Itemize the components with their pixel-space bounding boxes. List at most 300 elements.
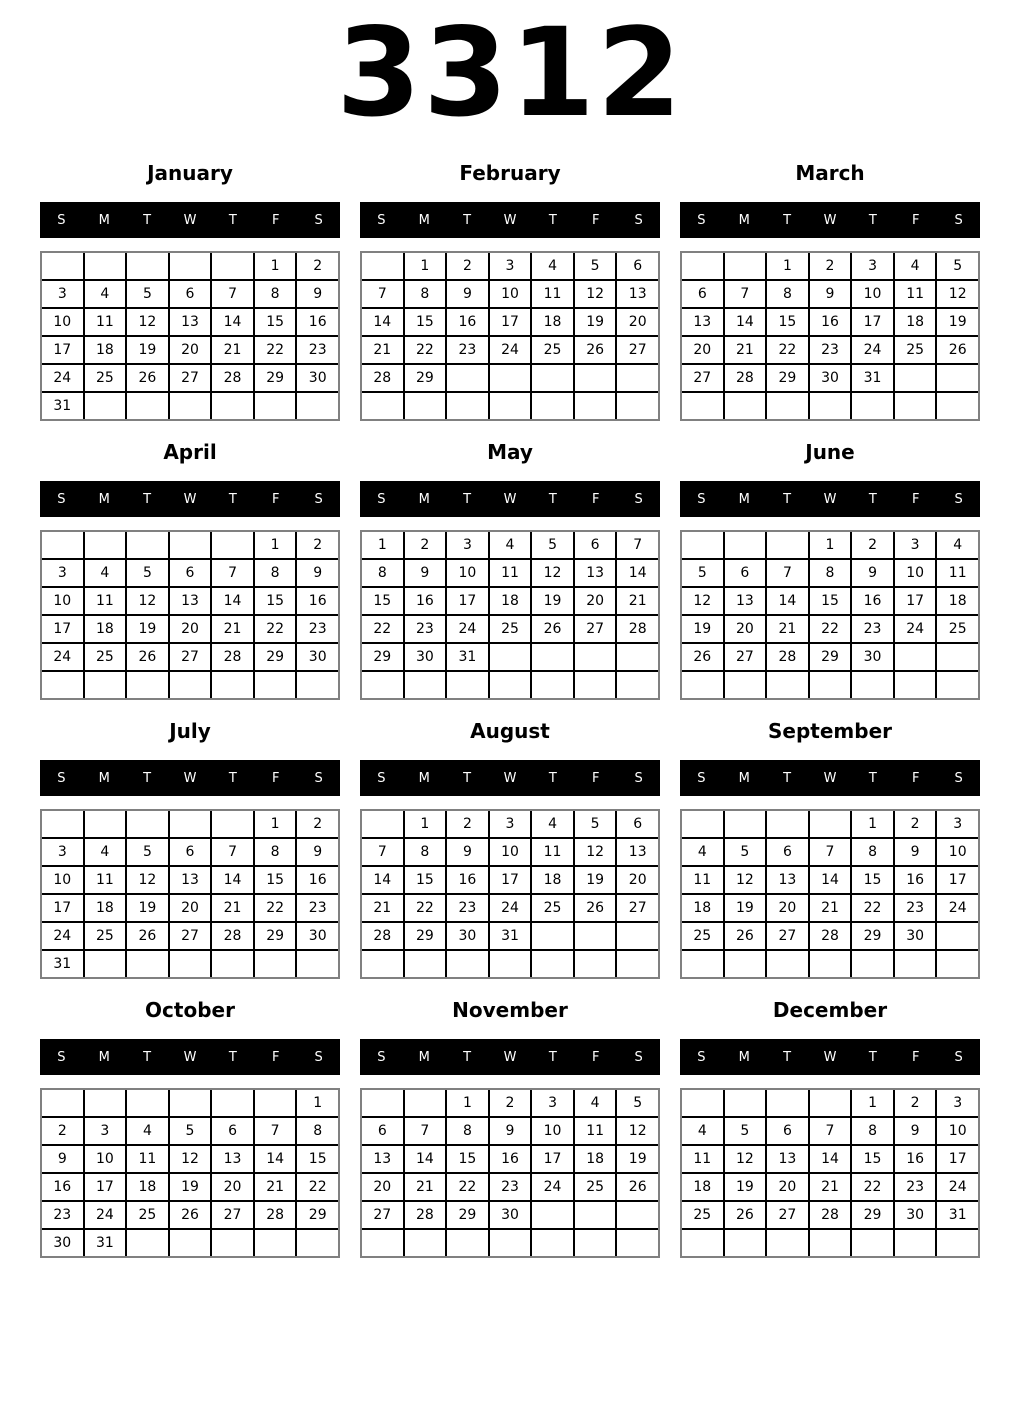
empty-day-cell xyxy=(725,253,766,279)
weekday-label: T xyxy=(228,212,237,228)
weekday-label: S xyxy=(697,1049,706,1065)
day-cell: 11 xyxy=(682,867,723,893)
day-cell: 9 xyxy=(490,1118,531,1144)
day-cell: 7 xyxy=(212,839,253,865)
weekday-label: T xyxy=(868,1049,877,1065)
day-cell: 9 xyxy=(447,839,488,865)
empty-day-cell xyxy=(575,1202,616,1228)
weekday-label: S xyxy=(954,212,963,228)
month-title: May xyxy=(487,440,533,464)
day-cell: 9 xyxy=(447,281,488,307)
day-cell: 11 xyxy=(85,867,126,893)
day-cell: 27 xyxy=(362,1202,403,1228)
day-grid xyxy=(360,1088,660,1258)
empty-day-cell xyxy=(362,672,403,698)
day-cell: 27 xyxy=(725,644,766,670)
day-cell: 1 xyxy=(255,253,296,279)
weekday-label: M xyxy=(738,1049,750,1065)
empty-day-cell xyxy=(212,532,253,558)
day-cell: 31 xyxy=(852,365,893,391)
day-cell: 1 xyxy=(362,532,403,558)
weekday-label: W xyxy=(183,491,197,507)
empty-day-cell xyxy=(85,393,126,419)
empty-day-cell xyxy=(212,393,253,419)
empty-day-cell xyxy=(767,672,808,698)
day-cell: 15 xyxy=(447,1146,488,1172)
weekday-label: T xyxy=(143,1049,152,1065)
day-cell: 9 xyxy=(895,1118,936,1144)
empty-day-cell xyxy=(170,951,211,977)
day-cell: 28 xyxy=(617,616,658,642)
day-cell: 8 xyxy=(767,281,808,307)
empty-day-cell xyxy=(895,672,936,698)
empty-day-cell xyxy=(767,951,808,977)
weekday-header xyxy=(360,760,660,796)
day-cell: 15 xyxy=(255,588,296,614)
day-cell: 20 xyxy=(767,895,808,921)
empty-day-cell xyxy=(85,811,126,837)
month-block xyxy=(360,156,660,421)
empty-day-cell xyxy=(362,1230,403,1256)
day-cell: 4 xyxy=(85,560,126,586)
weekday-label: T xyxy=(228,491,237,507)
weekday-label: W xyxy=(823,212,837,228)
empty-day-cell xyxy=(682,951,723,977)
day-cell: 3 xyxy=(42,560,83,586)
day-cell: 8 xyxy=(255,839,296,865)
day-cell: 21 xyxy=(212,616,253,642)
empty-day-cell xyxy=(617,672,658,698)
day-cell: 17 xyxy=(42,337,83,363)
empty-day-cell xyxy=(532,644,573,670)
weekday-label: M xyxy=(98,770,110,786)
weekday-label: F xyxy=(591,212,600,228)
weekday-label: T xyxy=(548,491,557,507)
weekday-label: M xyxy=(738,212,750,228)
empty-day-cell xyxy=(490,365,531,391)
weekday-label: M xyxy=(418,1049,430,1065)
day-cell: 23 xyxy=(852,616,893,642)
empty-day-cell xyxy=(127,951,168,977)
day-cell: 10 xyxy=(85,1146,126,1172)
month-block xyxy=(40,156,340,421)
day-cell: 1 xyxy=(405,811,446,837)
day-cell: 13 xyxy=(212,1146,253,1172)
day-cell: 5 xyxy=(532,532,573,558)
empty-day-cell xyxy=(85,672,126,698)
weekday-label: T xyxy=(143,770,152,786)
empty-day-cell xyxy=(810,811,851,837)
day-cell: 16 xyxy=(447,309,488,335)
empty-day-cell xyxy=(170,532,211,558)
day-cell: 26 xyxy=(532,616,573,642)
day-cell: 17 xyxy=(937,867,978,893)
day-cell: 6 xyxy=(767,839,808,865)
month-block xyxy=(680,156,980,421)
day-cell: 18 xyxy=(490,588,531,614)
day-cell: 1 xyxy=(255,532,296,558)
day-cell: 27 xyxy=(767,923,808,949)
day-cell: 12 xyxy=(575,839,616,865)
day-cell: 4 xyxy=(85,839,126,865)
weekday-label: S xyxy=(314,770,323,786)
day-cell: 13 xyxy=(725,588,766,614)
day-cell: 4 xyxy=(895,253,936,279)
day-cell: 9 xyxy=(810,281,851,307)
day-cell: 10 xyxy=(937,1118,978,1144)
day-cell: 26 xyxy=(127,644,168,670)
day-cell: 6 xyxy=(212,1118,253,1144)
day-cell: 16 xyxy=(895,867,936,893)
weekday-header xyxy=(680,760,980,796)
weekday-label: T xyxy=(548,770,557,786)
day-cell: 17 xyxy=(85,1174,126,1200)
empty-day-cell xyxy=(810,1230,851,1256)
day-grid xyxy=(680,1088,980,1258)
empty-day-cell xyxy=(170,253,211,279)
empty-day-cell xyxy=(682,1230,723,1256)
empty-day-cell xyxy=(810,951,851,977)
day-cell: 28 xyxy=(362,923,403,949)
empty-day-cell xyxy=(127,1090,168,1116)
day-cell: 14 xyxy=(405,1146,446,1172)
day-cell: 5 xyxy=(170,1118,211,1144)
day-cell: 5 xyxy=(682,560,723,586)
day-cell: 17 xyxy=(447,588,488,614)
day-cell: 9 xyxy=(297,281,338,307)
weekday-label: T xyxy=(548,212,557,228)
empty-day-cell xyxy=(405,1090,446,1116)
day-cell: 20 xyxy=(362,1174,403,1200)
day-cell: 5 xyxy=(127,839,168,865)
day-cell: 13 xyxy=(170,588,211,614)
day-cell: 8 xyxy=(852,839,893,865)
empty-day-cell xyxy=(767,532,808,558)
day-cell: 17 xyxy=(490,867,531,893)
empty-day-cell xyxy=(682,672,723,698)
day-cell: 29 xyxy=(852,923,893,949)
month-block xyxy=(680,435,980,700)
weekday-label: F xyxy=(911,1049,920,1065)
empty-day-cell xyxy=(447,365,488,391)
weekday-label: F xyxy=(591,491,600,507)
weekday-label: M xyxy=(418,770,430,786)
day-cell: 12 xyxy=(682,588,723,614)
empty-day-cell xyxy=(255,672,296,698)
day-cell: 25 xyxy=(490,616,531,642)
day-cell: 17 xyxy=(490,309,531,335)
day-cell: 23 xyxy=(810,337,851,363)
day-cell: 28 xyxy=(725,365,766,391)
empty-day-cell xyxy=(532,951,573,977)
weekday-label: W xyxy=(183,212,197,228)
day-grid xyxy=(40,809,340,979)
day-cell: 18 xyxy=(682,1174,723,1200)
empty-day-cell xyxy=(255,1230,296,1256)
month-title: November xyxy=(452,998,568,1022)
empty-day-cell xyxy=(405,672,446,698)
day-cell: 19 xyxy=(617,1146,658,1172)
empty-day-cell xyxy=(532,1230,573,1256)
day-cell: 15 xyxy=(767,309,808,335)
day-cell: 12 xyxy=(170,1146,211,1172)
month-block xyxy=(40,435,340,700)
day-cell: 27 xyxy=(767,1202,808,1228)
weekday-label: T xyxy=(548,1049,557,1065)
day-cell: 24 xyxy=(532,1174,573,1200)
day-cell: 7 xyxy=(405,1118,446,1144)
day-cell: 10 xyxy=(490,839,531,865)
day-cell: 21 xyxy=(362,337,403,363)
month-block xyxy=(40,714,340,979)
day-cell: 22 xyxy=(255,616,296,642)
day-cell: 21 xyxy=(810,895,851,921)
month-title: April xyxy=(163,440,217,464)
empty-day-cell xyxy=(617,365,658,391)
weekday-label: T xyxy=(783,1049,792,1065)
empty-day-cell xyxy=(682,393,723,419)
day-cell: 30 xyxy=(447,923,488,949)
day-cell: 6 xyxy=(617,811,658,837)
empty-day-cell xyxy=(575,365,616,391)
empty-day-cell xyxy=(42,1090,83,1116)
day-cell: 17 xyxy=(852,309,893,335)
day-cell: 19 xyxy=(532,588,573,614)
day-cell: 18 xyxy=(85,616,126,642)
day-cell: 28 xyxy=(212,365,253,391)
day-cell: 8 xyxy=(362,560,403,586)
empty-day-cell xyxy=(725,393,766,419)
day-cell: 24 xyxy=(852,337,893,363)
weekday-label: S xyxy=(314,1049,323,1065)
empty-day-cell xyxy=(937,1230,978,1256)
weekday-label: T xyxy=(868,212,877,228)
month-title: January xyxy=(147,161,233,185)
empty-day-cell xyxy=(127,672,168,698)
empty-day-cell xyxy=(297,672,338,698)
empty-day-cell xyxy=(895,393,936,419)
weekday-label: F xyxy=(911,212,920,228)
empty-day-cell xyxy=(212,951,253,977)
weekday-header xyxy=(40,1039,340,1075)
month-title: July xyxy=(169,719,211,743)
day-cell: 15 xyxy=(405,867,446,893)
day-cell: 14 xyxy=(810,867,851,893)
day-cell: 24 xyxy=(895,616,936,642)
day-cell: 21 xyxy=(725,337,766,363)
day-cell: 30 xyxy=(42,1230,83,1256)
day-cell: 10 xyxy=(447,560,488,586)
weekday-header xyxy=(360,202,660,238)
day-cell: 2 xyxy=(405,532,446,558)
day-cell: 3 xyxy=(42,839,83,865)
day-cell: 23 xyxy=(490,1174,531,1200)
day-cell: 3 xyxy=(85,1118,126,1144)
weekday-label: M xyxy=(98,1049,110,1065)
empty-day-cell xyxy=(170,393,211,419)
weekday-label: W xyxy=(503,491,517,507)
empty-day-cell xyxy=(617,393,658,419)
day-cell: 12 xyxy=(127,867,168,893)
day-cell: 2 xyxy=(297,532,338,558)
empty-day-cell xyxy=(852,672,893,698)
weekday-label: F xyxy=(271,770,280,786)
day-cell: 15 xyxy=(405,309,446,335)
weekday-label: M xyxy=(418,212,430,228)
day-cell: 9 xyxy=(405,560,446,586)
day-cell: 17 xyxy=(532,1146,573,1172)
weekday-label: W xyxy=(503,770,517,786)
empty-day-cell xyxy=(810,393,851,419)
day-cell: 30 xyxy=(297,365,338,391)
day-cell: 6 xyxy=(575,532,616,558)
weekday-label: S xyxy=(57,212,66,228)
day-cell: 11 xyxy=(682,1146,723,1172)
weekday-label: M xyxy=(738,770,750,786)
day-cell: 16 xyxy=(852,588,893,614)
empty-day-cell xyxy=(170,672,211,698)
day-cell: 22 xyxy=(810,616,851,642)
day-cell: 4 xyxy=(682,839,723,865)
month-title: February xyxy=(459,161,561,185)
day-cell: 13 xyxy=(170,867,211,893)
day-cell: 7 xyxy=(767,560,808,586)
day-cell: 25 xyxy=(127,1202,168,1228)
day-cell: 23 xyxy=(297,616,338,642)
day-cell: 26 xyxy=(575,895,616,921)
day-cell: 16 xyxy=(42,1174,83,1200)
day-cell: 20 xyxy=(682,337,723,363)
weekday-label: T xyxy=(783,491,792,507)
empty-day-cell xyxy=(575,393,616,419)
day-cell: 3 xyxy=(852,253,893,279)
day-cell: 8 xyxy=(405,281,446,307)
empty-day-cell xyxy=(42,672,83,698)
weekday-label: S xyxy=(954,491,963,507)
day-cell: 14 xyxy=(767,588,808,614)
day-cell: 26 xyxy=(725,923,766,949)
day-cell: 3 xyxy=(937,811,978,837)
day-cell: 23 xyxy=(447,895,488,921)
empty-day-cell xyxy=(212,1230,253,1256)
empty-day-cell xyxy=(255,1090,296,1116)
day-cell: 2 xyxy=(297,253,338,279)
empty-day-cell xyxy=(212,811,253,837)
day-cell: 19 xyxy=(127,895,168,921)
day-cell: 21 xyxy=(212,337,253,363)
day-cell: 12 xyxy=(575,281,616,307)
empty-day-cell xyxy=(575,923,616,949)
empty-day-cell xyxy=(362,951,403,977)
day-cell: 10 xyxy=(490,281,531,307)
day-cell: 24 xyxy=(85,1202,126,1228)
day-cell: 21 xyxy=(617,588,658,614)
day-cell: 1 xyxy=(852,811,893,837)
day-cell: 2 xyxy=(810,253,851,279)
month-title: August xyxy=(470,719,550,743)
day-cell: 19 xyxy=(127,337,168,363)
empty-day-cell xyxy=(297,1230,338,1256)
weekday-label: F xyxy=(271,1049,280,1065)
day-cell: 13 xyxy=(575,560,616,586)
day-cell: 12 xyxy=(532,560,573,586)
weekday-label: T xyxy=(783,212,792,228)
weekday-label: S xyxy=(697,212,706,228)
day-cell: 15 xyxy=(852,867,893,893)
day-cell: 12 xyxy=(725,867,766,893)
day-grid xyxy=(680,809,980,979)
day-cell: 29 xyxy=(810,644,851,670)
day-cell: 16 xyxy=(297,309,338,335)
day-cell: 26 xyxy=(575,337,616,363)
day-cell: 15 xyxy=(852,1146,893,1172)
day-cell: 8 xyxy=(810,560,851,586)
weekday-label: S xyxy=(697,770,706,786)
weekday-label: S xyxy=(634,491,643,507)
day-cell: 11 xyxy=(85,588,126,614)
day-cell: 28 xyxy=(362,365,403,391)
day-cell: 10 xyxy=(42,588,83,614)
day-cell: 11 xyxy=(532,839,573,865)
weekday-label: T xyxy=(463,212,472,228)
weekday-label: S xyxy=(57,1049,66,1065)
day-cell: 6 xyxy=(767,1118,808,1144)
day-cell: 10 xyxy=(895,560,936,586)
day-cell: 2 xyxy=(447,811,488,837)
day-cell: 24 xyxy=(937,1174,978,1200)
day-cell: 28 xyxy=(212,644,253,670)
empty-day-cell xyxy=(895,644,936,670)
empty-day-cell xyxy=(575,1230,616,1256)
day-cell: 1 xyxy=(405,253,446,279)
day-cell: 31 xyxy=(447,644,488,670)
day-cell: 23 xyxy=(405,616,446,642)
empty-day-cell xyxy=(85,532,126,558)
day-cell: 21 xyxy=(212,895,253,921)
day-grid xyxy=(360,251,660,421)
day-cell: 13 xyxy=(617,839,658,865)
weekday-label: S xyxy=(314,491,323,507)
day-cell: 14 xyxy=(617,560,658,586)
day-cell: 20 xyxy=(212,1174,253,1200)
day-cell: 7 xyxy=(725,281,766,307)
day-cell: 13 xyxy=(767,867,808,893)
day-cell: 10 xyxy=(852,281,893,307)
empty-day-cell xyxy=(852,1230,893,1256)
empty-day-cell xyxy=(617,1202,658,1228)
day-cell: 12 xyxy=(937,281,978,307)
day-cell: 9 xyxy=(895,839,936,865)
day-cell: 4 xyxy=(532,253,573,279)
month-block xyxy=(40,993,340,1258)
day-cell: 8 xyxy=(405,839,446,865)
day-cell: 9 xyxy=(297,839,338,865)
day-cell: 14 xyxy=(255,1146,296,1172)
weekday-label: F xyxy=(911,770,920,786)
day-cell: 27 xyxy=(617,895,658,921)
day-cell: 27 xyxy=(170,923,211,949)
weekday-label: F xyxy=(591,770,600,786)
weekday-label: T xyxy=(143,212,152,228)
day-cell: 22 xyxy=(405,895,446,921)
day-cell: 14 xyxy=(212,867,253,893)
weekday-label: S xyxy=(954,1049,963,1065)
day-cell: 25 xyxy=(532,337,573,363)
empty-day-cell xyxy=(767,1230,808,1256)
day-cell: 10 xyxy=(42,867,83,893)
weekday-label: T xyxy=(868,491,877,507)
day-cell: 26 xyxy=(127,365,168,391)
